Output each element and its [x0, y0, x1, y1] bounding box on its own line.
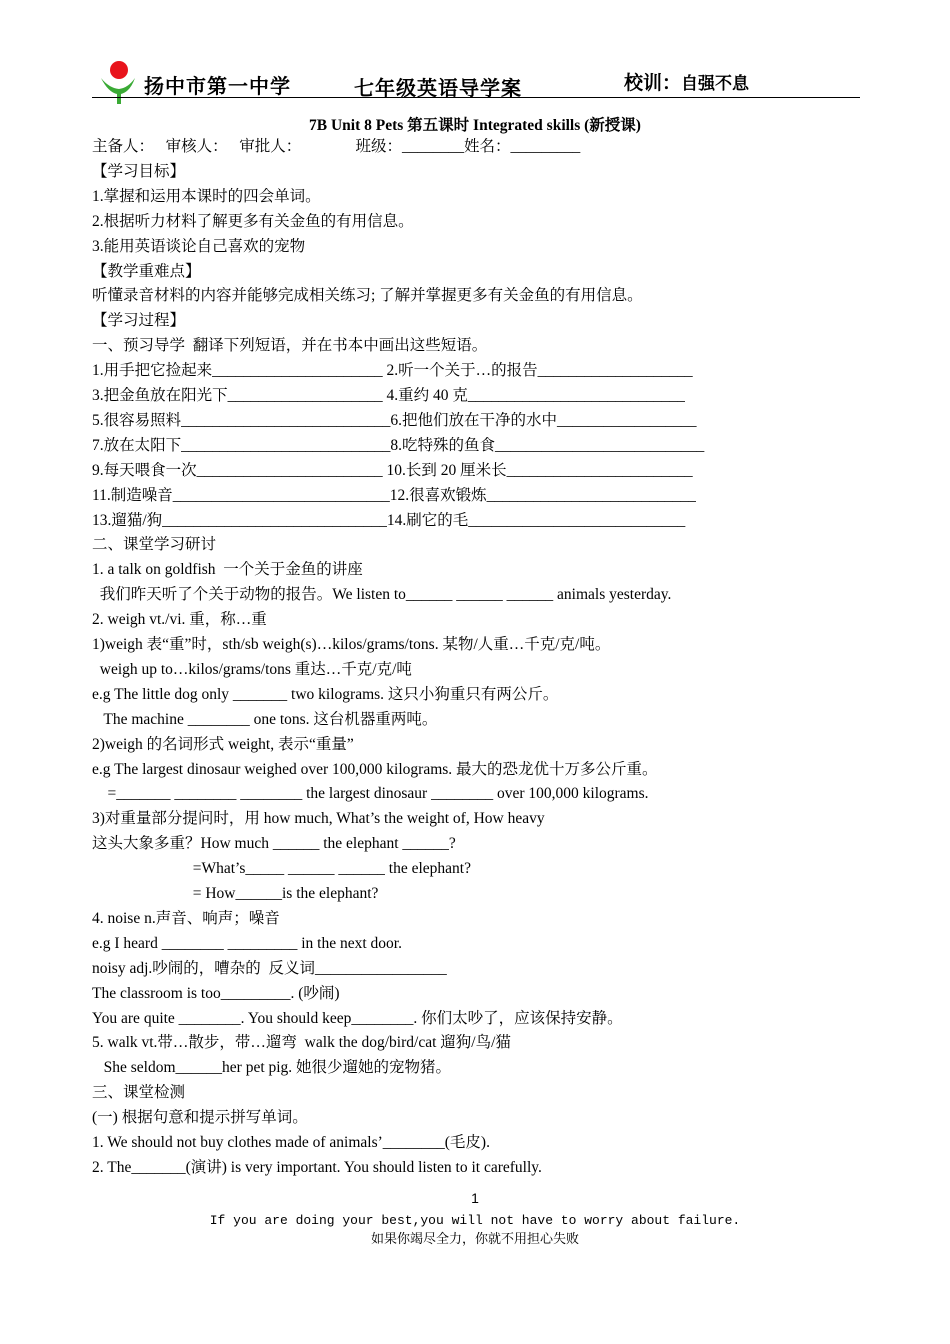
- body-line: e.g I heard ________ _________ in the next door.: [92, 934, 402, 952]
- body-line: The classroom is too_________. (吵闹): [92, 984, 340, 1002]
- body-line: =What’s_____ ______ ______ the elephant?: [92, 860, 471, 878]
- body-line: noisy adj.吵闹的，嘈杂的 反义词_________________: [92, 959, 447, 977]
- page-number: 1: [471, 1190, 479, 1206]
- body-line: She seldom______her pet pig. 她很少遛她的宠物猪。: [92, 1059, 452, 1077]
- body-line: 【教学重难点】: [92, 262, 201, 280]
- body-line: 11.制造噪音____________________________12.很喜欢锻炼___________________________: [92, 486, 696, 504]
- body-line: 主备人： 审核人： 审批人： 班级：________姓名：_________: [92, 138, 581, 155]
- body-line: 9.每天喂食一次________________________ 10.长到 20 厘米长________________________: [92, 461, 693, 479]
- body-line: = How______is the elephant?: [92, 885, 379, 902]
- body-line: 1.用手把它捡起来______________________ 2.听一个关于…的报告____________________: [92, 362, 693, 380]
- body-line: 3.能用英语谈论自己喜欢的宠物: [92, 237, 306, 255]
- body-line: 3.把金鱼放在阳光下____________________ 4.重约 40 克____________________________: [92, 387, 685, 404]
- footer-english: If you are doing your best,you will not have to worry about failure.: [209, 1213, 741, 1228]
- body-line: 7.放在太阳下___________________________8.吃特殊的鱼食___________________________: [92, 436, 705, 454]
- body-line: 一、预习导学 翻译下列短语，并在书本中画出这些短语。: [92, 337, 488, 355]
- body-line: e.g The little dog only _______ two kilograms. 这只小狗重只有两公斤。: [92, 685, 559, 703]
- body-line: 二、课堂学习研讨: [92, 536, 217, 554]
- body-line: 2. The_______(演讲) is very important. You should listen to it carefully.: [92, 1158, 542, 1176]
- body-line: 听懂录音材料的内容并能够完成相关练习; 了解并掌握更多有关金鱼的有用信息。: [92, 287, 643, 305]
- body-line: 1.掌握和运用本课时的四会单词。: [92, 187, 321, 205]
- body-line: 2. weigh vt./vi. 重，称…重: [92, 611, 267, 629]
- lesson-title: 7B Unit 8 Pets 第五课时 Integrated skills (新授课): [309, 117, 641, 134]
- body-line: You are quite ________. You should keep________. 你们太吵了，应该保持安静。: [92, 1009, 623, 1027]
- body-line: 5. walk vt.带…散步，带…遛弯 walk the dog/bird/cat 遛狗/鸟/猫: [92, 1034, 511, 1052]
- body-line: 【学习过程】: [92, 312, 186, 330]
- body-line: 2.根据听力材料了解更多有关金鱼的有用信息。: [92, 212, 414, 230]
- body-line: 13.遛猫/狗_____________________________14.刷它的毛____________________________: [92, 511, 686, 529]
- body-line: 4. noise n.声音、响声；噪音: [92, 909, 280, 927]
- motto-label: 校训：: [624, 72, 682, 94]
- header-rule: [92, 97, 860, 98]
- body-line: 1. We should not buy clothes made of animals’________(毛皮).: [92, 1134, 490, 1151]
- body-line: weigh up to…kilos/grams/tons 重达…千克/克/吨: [92, 660, 412, 678]
- body-line: 1. a talk on goldfish 一个关于金鱼的讲座: [92, 561, 363, 579]
- body-line: e.g The largest dinosaur weighed over 100,000 kilograms. 最大的恐龙优十万多公斤重。: [92, 760, 658, 778]
- body-line: 【学习目标】: [92, 162, 186, 180]
- body-line: 这头大象多重？How much ______ the elephant ______?: [92, 835, 456, 853]
- body-line: 2)weigh 的名词形式 weight, 表示“重量”: [92, 735, 354, 753]
- motto-value: 自强不息: [681, 74, 750, 94]
- school-motto: [624, 68, 749, 95]
- header-doc-title: 七年级英语导学案: [354, 76, 522, 100]
- body-line: 我们昨天听了个关于动物的报告。We listen to______ ______ ______ animals yesterday.: [92, 586, 672, 604]
- body-line: (一) 根据句意和提示拼写单词。: [92, 1109, 308, 1127]
- body-line: 3)对重量部分提问时，用 how much, What’s the weight of, How heavy: [92, 810, 545, 828]
- school-name: 扬中市第一中学: [144, 74, 291, 98]
- body-line: 1)weigh 表“重”时，sth/sb weigh(s)…kilos/grams/tons. 某物/人重…千克/克/吨。: [92, 636, 611, 653]
- body-line: 三、课堂检测: [92, 1084, 186, 1102]
- body-line: The machine ________ one tons. 这台机器重两吨。: [92, 710, 438, 728]
- footer-chinese: 如果你竭尽全力，你就不用担心失败: [370, 1232, 579, 1247]
- body-line: =_______ ________ ________ the largest dinosaur ________ over 100,000 kilograms.: [92, 785, 649, 803]
- body-line: 5.很容易照料___________________________6.把他们放在干净的水中__________________: [92, 411, 697, 429]
